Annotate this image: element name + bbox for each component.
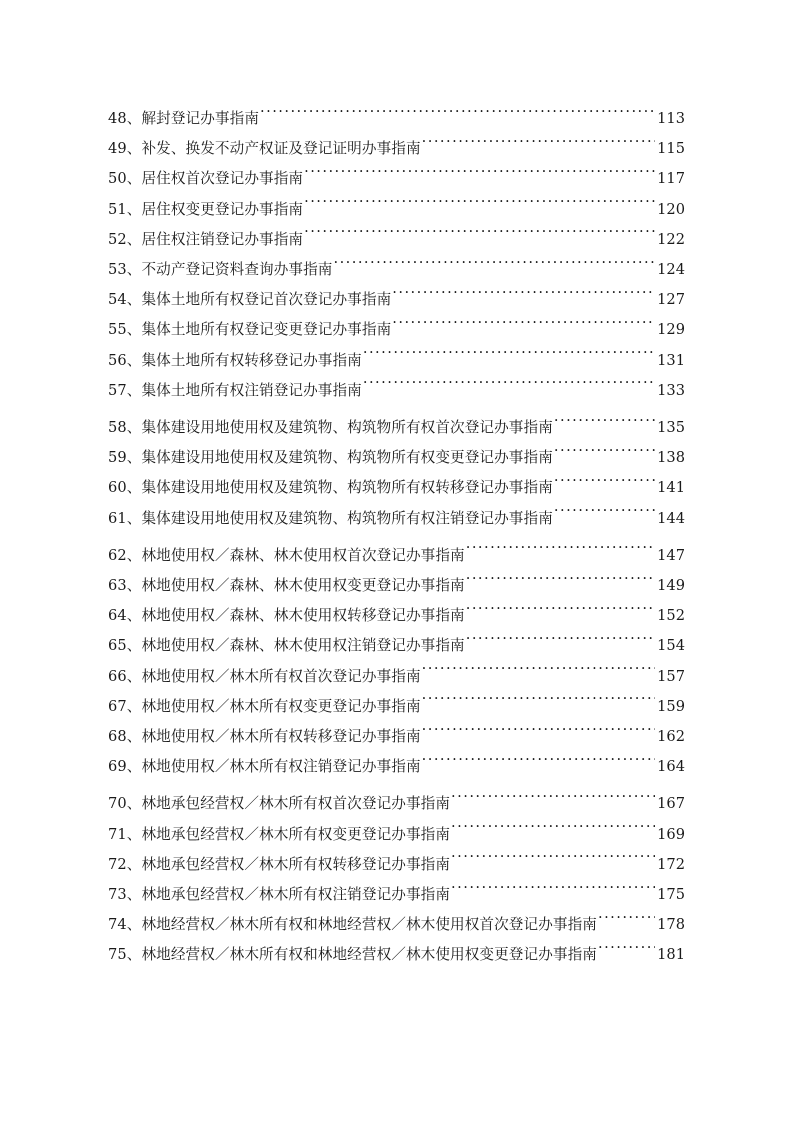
toc-leader-dots (304, 199, 655, 214)
toc-entry-title: 53、不动产登记资料查询办事指南 (108, 261, 333, 279)
toc-entry-title: 55、集体土地所有权登记变更登记办事指南 (108, 321, 392, 339)
toc-entry-page-number: 138 (657, 449, 685, 467)
toc-entry-page-number: 172 (657, 855, 685, 873)
toc-leader-dots (260, 108, 655, 123)
toc-entry-page-number: 141 (657, 479, 685, 497)
toc-entry[interactable] (108, 104, 685, 134)
toc-entry-title: 52、居住权注销登记办事指南 (108, 230, 304, 248)
toc-entry[interactable] (108, 285, 685, 315)
toc-entry[interactable] (108, 541, 685, 571)
toc-entry[interactable] (108, 880, 685, 910)
toc-entry-page-number: 175 (657, 886, 685, 904)
toc-entry-page-number: 113 (657, 110, 685, 127)
toc-entry-page-number: 115 (657, 140, 685, 158)
toc-entry-title: 74、林地经营权／林木所有权和林地经营权／林木使用权首次登记办事指南 (108, 916, 597, 934)
toc-entry[interactable] (108, 255, 685, 285)
toc-entry-title: 72、林地承包经营权／林木所有权转移登记办事指南 (108, 855, 451, 873)
toc-entry-page-number: 127 (657, 291, 685, 309)
toc-entry-title: 69、林地使用权／林木所有权注销登记办事指南 (108, 758, 421, 776)
toc-leader-dots (466, 636, 655, 651)
toc-entry[interactable] (108, 692, 685, 722)
toc-entry-title: 62、林地使用权／森林、林木使用权首次登记办事指南 (108, 546, 465, 564)
toc-leader-dots (304, 229, 655, 244)
toc-entry-page-number: 124 (657, 261, 685, 279)
toc-leader-dots (392, 290, 655, 305)
toc-leader-dots (554, 478, 655, 493)
toc-entry[interactable] (108, 315, 685, 345)
toc-entry-title: 50、居住权首次登记办事指南 (108, 170, 304, 188)
toc-leader-dots (363, 350, 655, 365)
toc-entry-page-number: 133 (657, 381, 685, 399)
toc-entry[interactable] (108, 225, 685, 255)
toc-entry-title: 71、林地承包经营权／林木所有权变更登记办事指南 (108, 825, 451, 843)
toc-entry[interactable] (108, 789, 685, 819)
toc-entry-title: 70、林地承包经营权／林木所有权首次登记办事指南 (108, 795, 451, 813)
toc-entry-title: 54、集体土地所有权登记首次登记办事指南 (108, 291, 392, 309)
toc-entry-page-number: 178 (657, 916, 685, 934)
toc-entry-title: 48、解封登记办事指南 (108, 110, 260, 127)
toc-entry[interactable] (108, 134, 685, 164)
toc-entry[interactable] (108, 164, 685, 194)
toc-entry-title: 64、林地使用权／森林、林木使用权转移登记办事指南 (108, 607, 465, 625)
toc-entry-title: 60、集体建设用地使用权及建筑物、构筑物所有权转移登记办事指南 (108, 479, 553, 497)
toc-entry[interactable] (108, 820, 685, 850)
toc-entry-page-number: 147 (657, 546, 685, 564)
toc-entry[interactable] (108, 662, 685, 692)
toc-entry-title: 65、林地使用权／森林、林木使用权注销登记办事指南 (108, 637, 465, 655)
toc-leader-dots (333, 259, 655, 274)
toc-leader-dots (304, 169, 655, 184)
toc-entry[interactable] (108, 413, 685, 443)
toc-entry-title: 67、林地使用权／林木所有权变更登记办事指南 (108, 697, 421, 715)
toc-entry-title: 63、林地使用权／森林、林木使用权变更登记办事指南 (108, 577, 465, 595)
toc-entry-page-number: 181 (657, 946, 685, 964)
toc-entry-title: 57、集体土地所有权注销登记办事指南 (108, 381, 362, 399)
toc-leader-dots (598, 915, 655, 930)
toc-entry-title: 61、集体建设用地使用权及建筑物、构筑物所有权注销登记办事指南 (108, 509, 553, 527)
toc-entry-title: 68、林地使用权／林木所有权转移登记办事指南 (108, 728, 421, 746)
toc-leader-dots (422, 696, 655, 711)
toc-entry-page-number: 162 (657, 728, 685, 746)
toc-leader-dots (392, 320, 655, 335)
toc-entry-page-number: 135 (657, 419, 685, 437)
toc-leader-dots (422, 757, 655, 772)
toc-leader-dots (466, 545, 655, 560)
toc-leader-dots (554, 417, 655, 432)
toc-entry[interactable] (108, 473, 685, 503)
toc-entry-title: 73、林地承包经营权／林木所有权注销登记办事指南 (108, 886, 451, 904)
toc-entry[interactable] (108, 571, 685, 601)
toc-leader-dots (598, 945, 655, 960)
toc-leader-dots (451, 884, 655, 899)
toc-leader-dots (422, 726, 655, 741)
toc-entry-title: 59、集体建设用地使用权及建筑物、构筑物所有权变更登记办事指南 (108, 449, 553, 467)
toc-entry[interactable] (108, 346, 685, 376)
toc-entry-title: 49、补发、换发不动产权证及登记证明办事指南 (108, 140, 421, 158)
toc-entry-page-number: 164 (657, 758, 685, 776)
toc-leader-dots (554, 508, 655, 523)
toc-leader-dots (466, 606, 655, 621)
toc-entry-page-number: 167 (657, 795, 685, 813)
toc-entry-page-number: 122 (657, 230, 685, 248)
toc-entry-page-number: 129 (657, 321, 685, 339)
toc-entry[interactable] (108, 376, 685, 406)
toc-entry[interactable] (108, 850, 685, 880)
toc-entry[interactable] (108, 910, 685, 940)
toc-leader-dots (554, 448, 655, 463)
toc-entry[interactable] (108, 504, 685, 534)
toc-leader-dots (363, 380, 655, 395)
toc-entry-page-number: 157 (657, 667, 685, 685)
toc-entry[interactable] (108, 752, 685, 782)
toc-entry-title: 58、集体建设用地使用权及建筑物、构筑物所有权首次登记办事指南 (108, 419, 553, 437)
toc-entry-page-number: 144 (657, 509, 685, 527)
toc-leader-dots (451, 824, 655, 839)
toc-entry-page-number: 149 (657, 577, 685, 595)
toc-leader-dots (422, 139, 655, 154)
toc-entry-title: 66、林地使用权／林木所有权首次登记办事指南 (108, 667, 421, 685)
toc-entry-page-number: 131 (657, 351, 685, 369)
toc-leader-dots (466, 575, 655, 590)
toc-entry[interactable] (108, 443, 685, 473)
toc-entry[interactable] (108, 722, 685, 752)
toc-entry-title: 51、居住权变更登记办事指南 (108, 200, 304, 218)
toc-entry[interactable] (108, 631, 685, 661)
toc-entry-page-number: 117 (657, 170, 685, 188)
toc-entry-title: 75、林地经营权／林木所有权和林地经营权／林木使用权变更登记办事指南 (108, 946, 597, 964)
toc-entry-page-number: 169 (657, 825, 685, 843)
toc-entry-page-number: 152 (657, 607, 685, 625)
toc-entry-page-number: 120 (657, 200, 685, 218)
toc-leader-dots (451, 854, 655, 869)
toc-leader-dots (422, 666, 655, 681)
toc-entry[interactable] (108, 940, 685, 970)
toc-entry[interactable] (108, 601, 685, 631)
toc-entry-page-number: 159 (657, 697, 685, 715)
toc-entry-title: 56、集体土地所有权转移登记办事指南 (108, 351, 362, 369)
toc-leader-dots (451, 794, 655, 809)
table-of-contents (108, 104, 685, 971)
toc-entry-page-number: 154 (657, 637, 685, 655)
toc-entry[interactable] (108, 195, 685, 225)
